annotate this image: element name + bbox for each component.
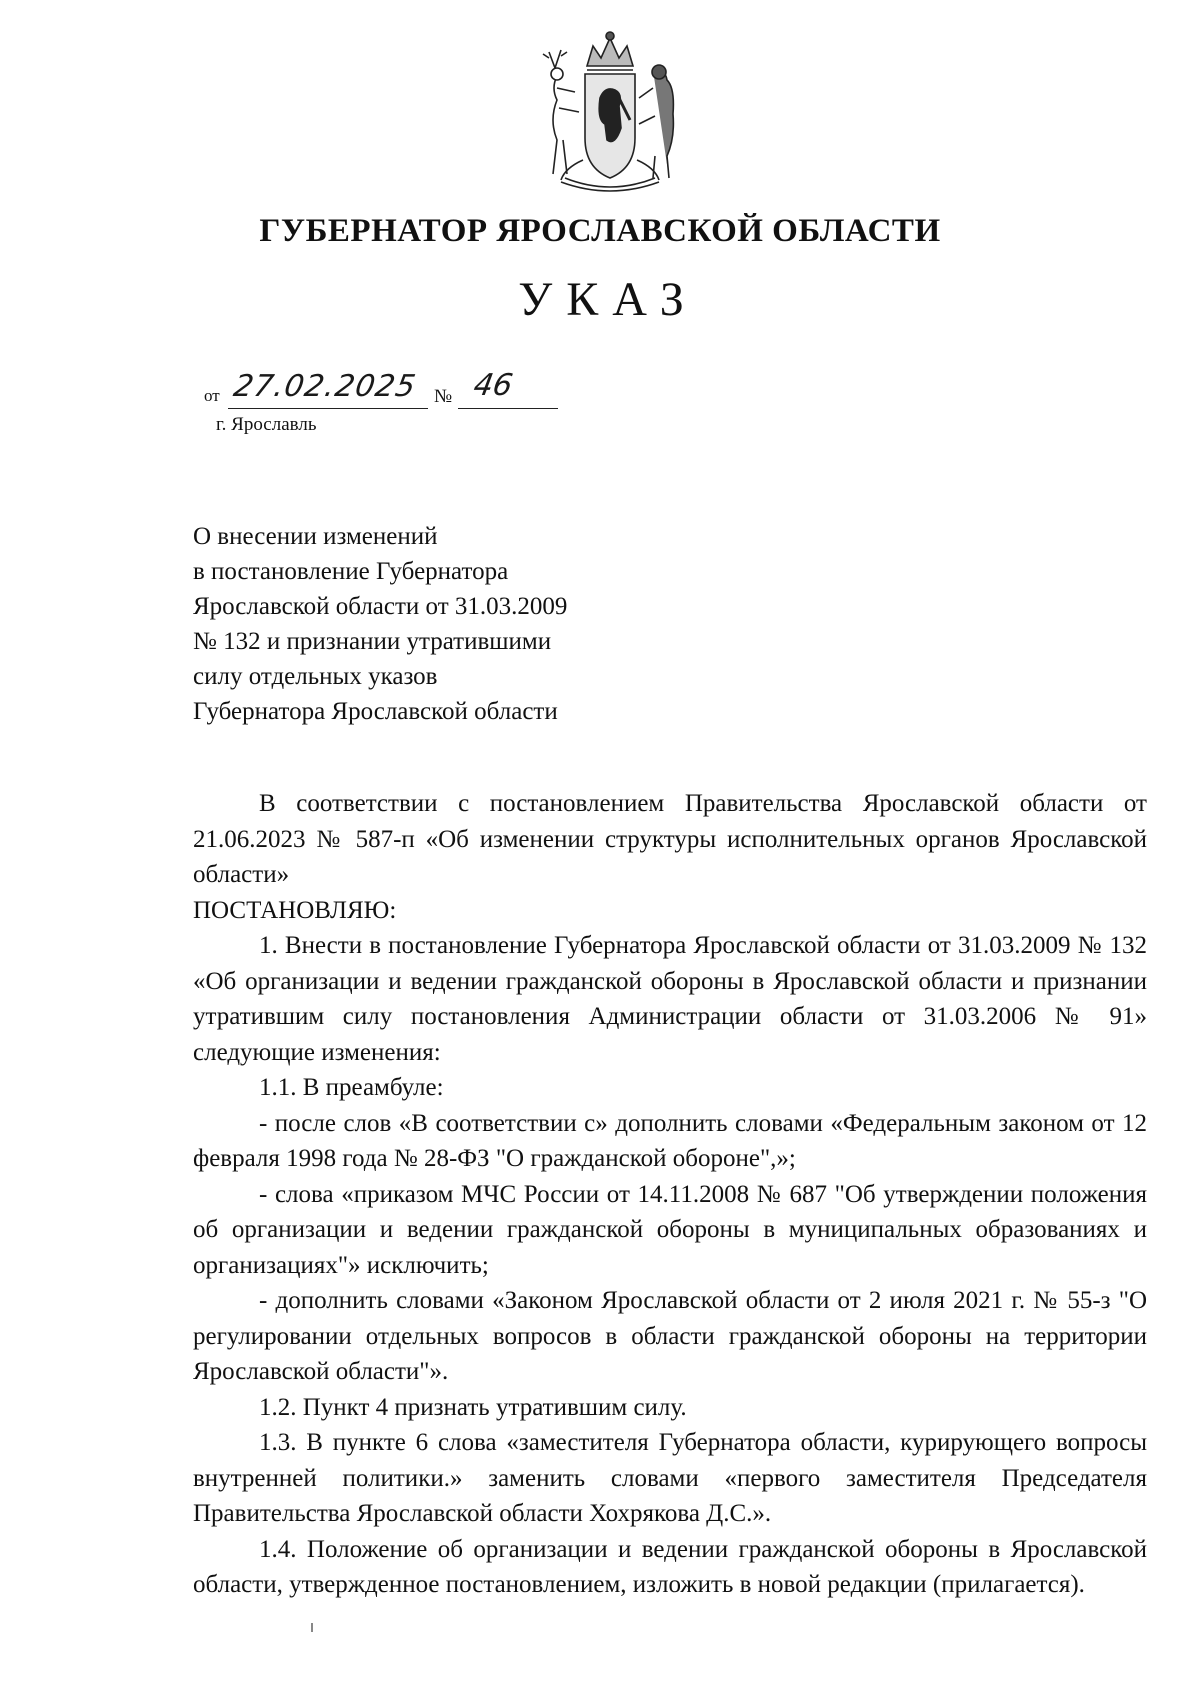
document-body: [193, 786, 1147, 1603]
coat-of-arms-icon: [535, 28, 685, 200]
body-paragraph: 1.1. В преамбуле:: [259, 1074, 444, 1101]
document-type: УКАЗ: [518, 273, 698, 326]
body-paragraph: 1.3. В пункте 6 слова «заместителя Губернатора области, курирующего вопросы внутренней политики.» заменить словами «первого заместителя Председателя Правительства Ярославской области Хохрякова Д.С.».: [193, 1429, 1147, 1527]
date-prefix: от: [204, 386, 220, 405]
body-paragraph: - дополнить словами «Законом Ярославской области от 2 июля 2021 г. № 55-з "О регулировании отдельных вопросов в области гражданской обороны на территории Ярославской области"».: [193, 1287, 1147, 1385]
subject-line: № 132 и признании утратившими: [193, 628, 552, 655]
authority-title: ГУБЕРНАТОР ЯРОСЛАВСКОЙ ОБЛАСТИ: [259, 213, 941, 249]
handwritten-date: 27.02.2025: [230, 369, 419, 404]
number-underline: [458, 408, 558, 409]
subject-line: Губернатора Ярославской области: [193, 698, 558, 725]
number-prefix: №: [434, 386, 453, 407]
city-name: г. Ярославль: [216, 414, 317, 435]
document-subject: [193, 519, 567, 729]
handwritten-number: 46: [470, 368, 516, 403]
subject-line: силу отдельных указов: [193, 663, 438, 690]
preamble-paragraph: В соответствии с постановлением Правительства Ярославской области от 21.06.2023 № 587-п «Об изменении структуры исполнительных органов Ярославской области»: [193, 790, 1147, 888]
scan-mark: [311, 1623, 313, 1632]
subject-line: в постановление Губернатора: [193, 558, 509, 585]
body-paragraph: - слова «приказом МЧС России от 14.11.2008 № 687 "Об утверждении положения об организации и ведении гражданской обороны в муниципальных образованиях и организациях"» исключить;: [193, 1180, 1147, 1279]
date-number-line: [204, 362, 564, 412]
body-paragraph: 1. Внести в постановление Губернатора Ярославской области от 31.03.2009 № 132 «Об организации и ведении гражданской обороны в Ярославской области и признании утратившим силу постановления Администрации области от 31.03.2006 № 91» следующие изменения:: [193, 932, 1147, 1066]
subject-line: Ярославской области от 31.03.2009: [193, 593, 568, 620]
body-paragraph: 1.4. Положение об организации и ведении гражданской обороны в Ярославской области, утвержденное постановлением, изложить в новой редакции (прилагается).: [193, 1535, 1147, 1598]
body-paragraph: - после слов «В соответствии с» дополнить словами «Федеральным законом от 12 февраля 1998 года № 28-ФЗ "О гражданской обороне",»;: [193, 1109, 1147, 1172]
subject-line: О внесении изменений: [193, 523, 438, 550]
decree-word: ПОСТАНОВЛЯЮ:: [193, 896, 397, 924]
body-paragraph: 1.2. Пункт 4 признать утратившим силу.: [259, 1393, 687, 1421]
date-underline: [228, 408, 428, 409]
